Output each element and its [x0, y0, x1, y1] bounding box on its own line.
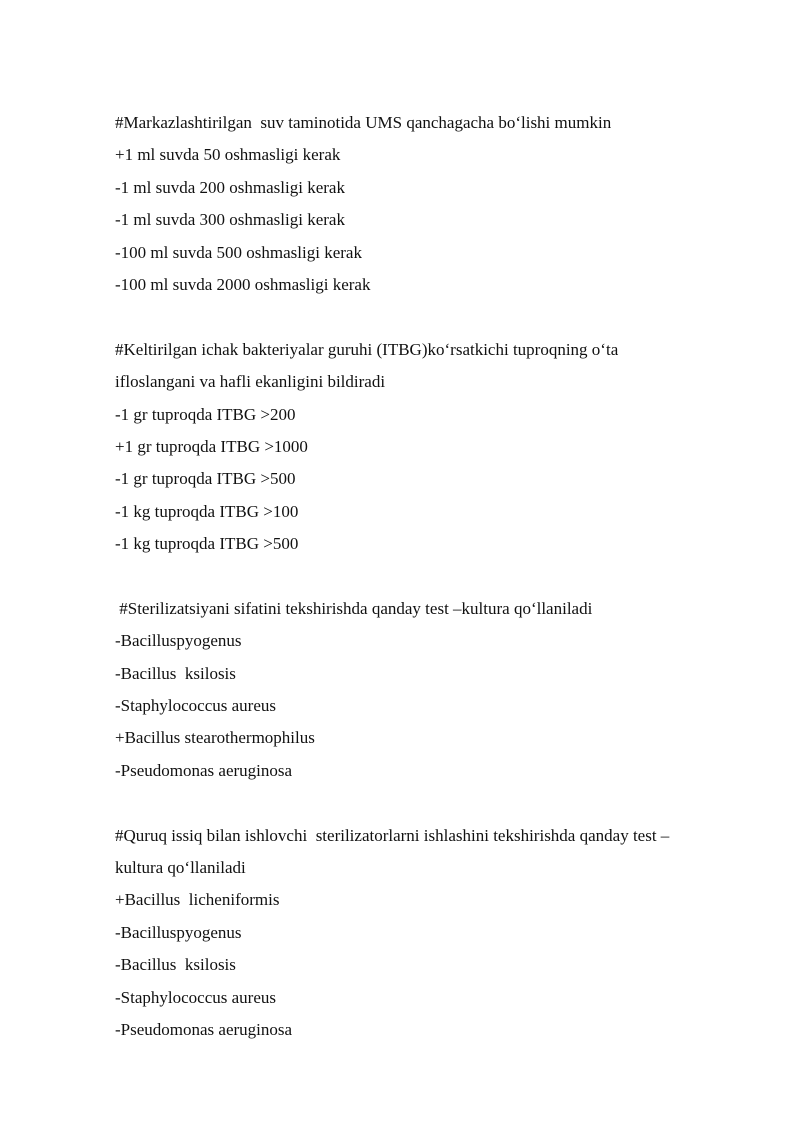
answer-option: -Bacilluspyogenus: [115, 631, 242, 651]
question-3: [115, 593, 735, 787]
answer-option: -Staphylococcus aureus: [115, 987, 276, 1007]
answer-option: -1 ml suvda 200 oshmasligi kerak: [115, 177, 345, 197]
question-text: #Sterilizatsiyani sifatini tekshirishda qanday test –kultura qo‘llaniladi: [115, 598, 593, 618]
document-content: [115, 107, 735, 1079]
answer-option: -1 gr tuproqda ITBG >200: [115, 404, 296, 424]
question-4: [115, 820, 735, 1047]
question-text: ifloslangani va hafli ekanligini bildiradi: [115, 372, 386, 392]
question-text: #Quruq issiq bilan ishlovchi sterilizatorlarni ishlashini tekshirishda qanday test –: [115, 825, 670, 845]
answer-option: +1 gr tuproqda ITBG >1000: [115, 436, 308, 456]
question-text: #Markazlashtirilgan suv taminotida UMS qanchagacha bo‘lishi mumkin: [115, 113, 612, 132]
answer-option: -Pseudomonas aeruginosa: [115, 1019, 293, 1039]
answer-option: -1 kg tuproqda ITBG >100: [115, 501, 299, 521]
question-text: kultura qo‘llaniladi: [115, 857, 246, 877]
answer-option: -1 ml suvda 300 oshmasligi kerak: [115, 210, 345, 230]
question-2: [115, 334, 735, 561]
answer-option: +Bacillus licheniformis: [115, 890, 280, 910]
answer-option: -100 ml suvda 2000 oshmasligi kerak: [115, 274, 371, 294]
answer-option: -Staphylococcus aureus: [115, 696, 276, 716]
answer-option: -Bacillus ksilosis: [115, 955, 236, 975]
answer-option: -1 kg tuproqda ITBG >500: [115, 534, 299, 554]
question-1: [115, 107, 735, 301]
answer-option: -Bacillus ksilosis: [115, 663, 236, 683]
question-text: #Keltirilgan ichak bakteriyalar guruhi (ITBG)ko‘rsatkichi tuproqning o‘ta: [115, 339, 619, 359]
answer-option: -Pseudomonas aeruginosa: [115, 760, 293, 780]
answer-option: -1 gr tuproqda ITBG >500: [115, 469, 296, 489]
answer-option: -Bacilluspyogenus: [115, 922, 242, 942]
answer-option: +1 ml suvda 50 oshmasligi kerak: [115, 145, 341, 165]
answer-option: -100 ml suvda 500 oshmasligi kerak: [115, 242, 362, 262]
answer-option: +Bacillus stearothermophilus: [115, 728, 315, 748]
